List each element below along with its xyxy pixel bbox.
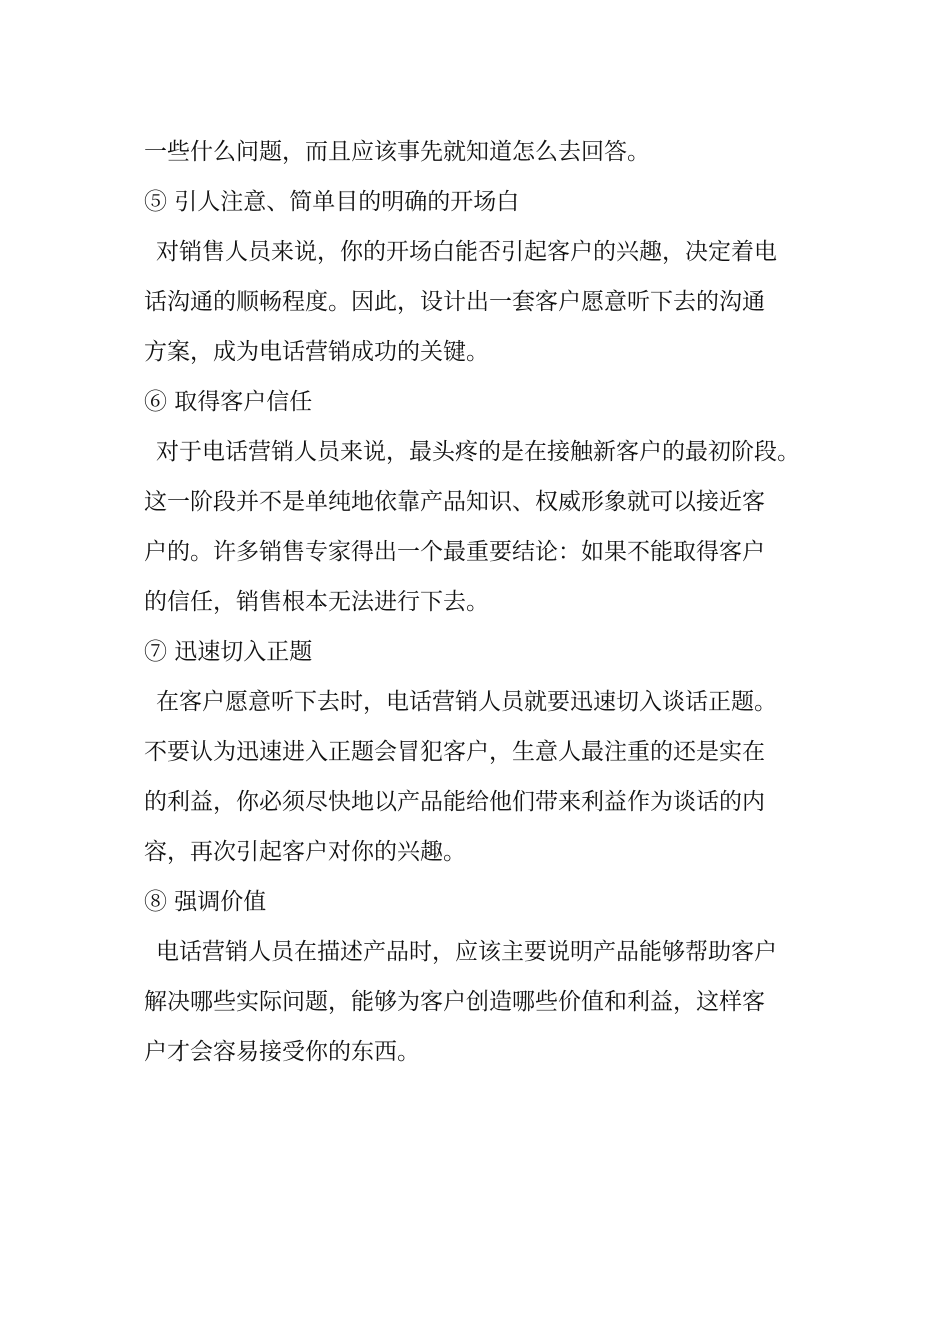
paragraph-line: 解决哪些实际问题，能够为客户创造哪些价值和利益，这样客 xyxy=(144,989,765,1015)
paragraph-line: 电话营销人员在描述产品时，应该主要说明产品能够帮助客户 xyxy=(156,939,777,965)
section-heading-8: ⑧ 强调价值 xyxy=(144,889,267,915)
paragraph-line: 一些什么问题，而且应该事先就知道怎么去回答。 xyxy=(144,139,650,165)
document-body xyxy=(144,127,824,1077)
paragraph-line: 方案，成为电话营销成功的关键。 xyxy=(144,339,489,365)
section-heading-5: ⑤ 引人注意、简单目的明确的开场白 xyxy=(144,189,520,215)
paragraph-line: 户才会容易接受你的东西。 xyxy=(144,1039,420,1065)
section-heading-6: ⑥ 取得客户信任 xyxy=(144,389,313,415)
paragraph-line: 对于电话营销人员来说，最头疼的是在接触新客户的最初阶段。 xyxy=(156,439,800,465)
paragraph-line: 的信任，销售根本无法进行下去。 xyxy=(144,589,489,615)
section-heading-7: ⑦ 迅速切入正题 xyxy=(144,639,313,665)
paragraph-line: 这一阶段并不是单纯地依靠产品知识、权威形象就可以接近客 xyxy=(144,489,765,515)
paragraph-line: 在客户愿意听下去时，电话营销人员就要迅速切入谈话正题。 xyxy=(156,689,777,715)
paragraph-line: 不要认为迅速进入正题会冒犯客户，生意人最注重的还是实在 xyxy=(144,739,765,765)
paragraph-line: 容，再次引起客户对你的兴趣。 xyxy=(144,839,466,865)
paragraph-line: 的利益，你必须尽快地以产品能给他们带来利益作为谈话的内 xyxy=(144,789,765,815)
paragraph-line: 户的。许多销售专家得出一个最重要结论：如果不能取得客户 xyxy=(144,539,765,565)
paragraph-line: 对销售人员来说，你的开场白能否引起客户的兴趣，决定着电 xyxy=(156,239,777,265)
paragraph-line: 话沟通的顺畅程度。因此，设计出一套客户愿意听下去的沟通 xyxy=(144,289,765,315)
